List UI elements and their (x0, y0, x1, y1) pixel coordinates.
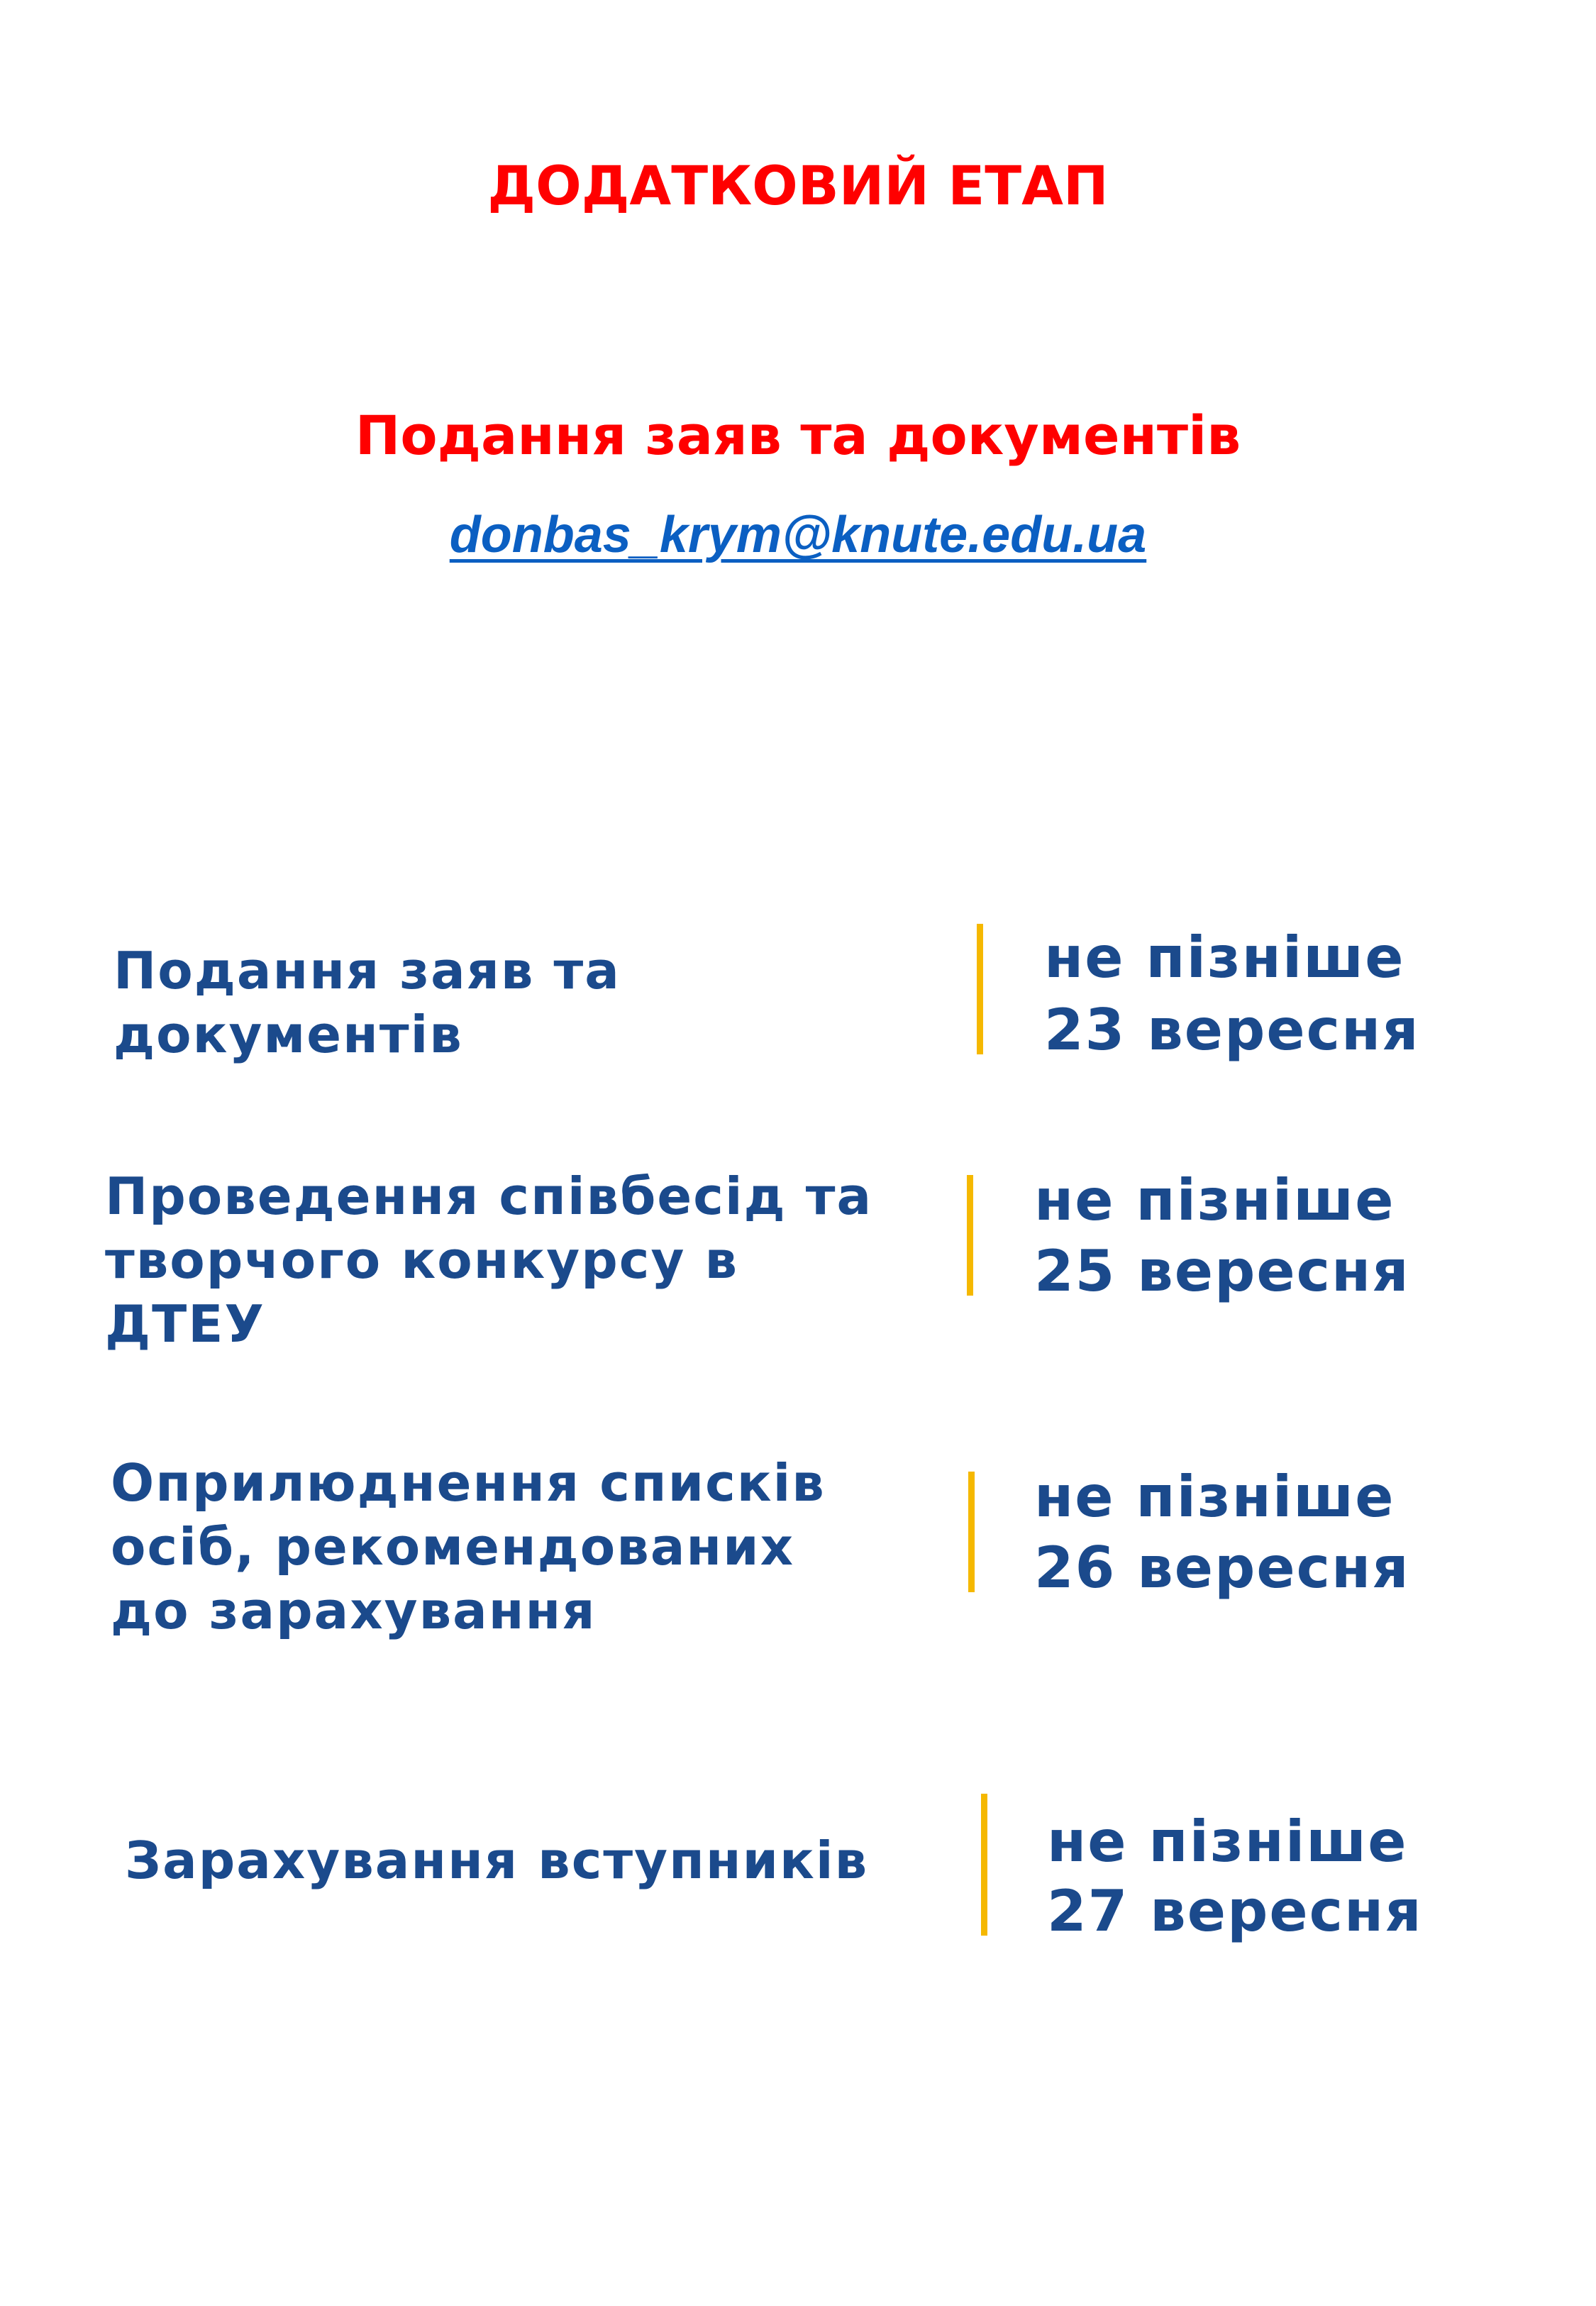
step-2-label-line-3: ДТЕУ (105, 1294, 265, 1354)
step-3-label-line-1: Оприлюднення списків (111, 1453, 826, 1513)
step-2-label-line-1: Проведення співбесід та (105, 1166, 873, 1226)
step-4-divider (981, 1794, 987, 1936)
step-3-label-line-3: до зарахування (111, 1581, 597, 1640)
stage-title: ДОДАТКОВИЙ ЕТАП (487, 154, 1109, 217)
step-3-divider (968, 1472, 975, 1592)
step-1-date-line-1: не пізніше (1044, 925, 1405, 991)
step-1-label-line-2: документів (113, 1005, 463, 1064)
step-3-date-line-2: 26 вересня (1034, 1535, 1410, 1601)
step-2-divider (967, 1175, 973, 1296)
step-1-date-line-2: 23 вересня (1044, 997, 1420, 1063)
step-3-label-line-2: осіб, рекомендованих (111, 1517, 795, 1577)
step-4-label-line-1: Зарахування вступників (125, 1831, 869, 1890)
step-3-date-line-1: не пізніше (1034, 1464, 1395, 1530)
submission-title: Подання заяв та документів (355, 404, 1241, 467)
step-1-label-line-1: Подання заяв та (113, 941, 621, 1000)
step-1-divider (977, 924, 983, 1054)
step-2-date-line-1: не пізніше (1034, 1167, 1395, 1233)
step-2-label-line-2: творчого конкурсу в (105, 1230, 738, 1290)
email-link[interactable]: donbas_krym@knute.edu.ua (449, 507, 1147, 563)
step-4-date-line-2: 27 вересня (1047, 1878, 1423, 1944)
step-4-date-line-1: не пізніше (1047, 1809, 1408, 1875)
step-2-date-line-2: 25 вересня (1034, 1238, 1410, 1304)
